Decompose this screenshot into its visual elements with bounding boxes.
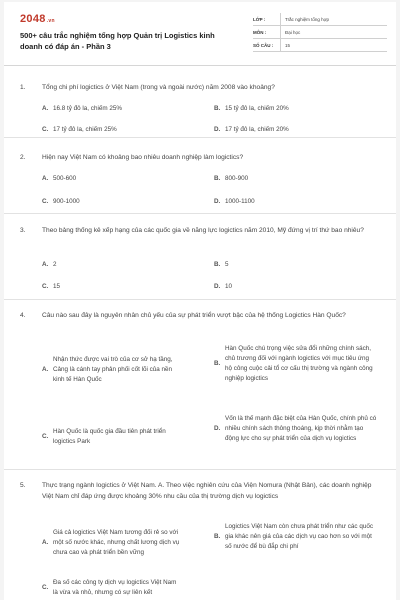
question-body: Thực trạng ngành logictics ở Việt Nam. A. Theo việc nghiên cứu của Viện Nomura (Nhật Bản), các doanh nghiệp Việt Nam chỉ đáp ứng được khoảng 30% nhu cầu của thị trường dịch vụ logictics: [42, 482, 372, 500]
option-c[interactable]: [42, 197, 181, 207]
question-3: [4, 214, 396, 300]
option-text: 900-1000: [53, 198, 80, 205]
option-text: 17 tỷ đô la, chiếm 20%: [225, 126, 289, 133]
option-text: 15 tỷ đô la, chiếm 20%: [225, 105, 289, 112]
option-letter: C.: [42, 126, 49, 133]
site-logo[interactable]: [20, 13, 55, 25]
option-text: 17 tỷ đô la, chiếm 25%: [53, 126, 117, 133]
question-number: 5.: [20, 482, 26, 489]
document-title: 500+ câu trắc nghiệm tổng hợp Quản trị Logistics kinh doanh có đáp án - Phần 3: [20, 31, 215, 51]
option-letter: B.: [214, 360, 221, 367]
question-body: Tổng chi phí logictics ở Việt Nam (trong và ngoài nước) năm 2008 vào khoảng?: [42, 84, 275, 91]
option-a[interactable]: [42, 528, 181, 558]
option-a[interactable]: [42, 104, 181, 114]
option-letter: B.: [214, 261, 221, 268]
option-letter: B.: [214, 175, 221, 182]
meta-row-subject: [253, 26, 387, 39]
option-letter: A.: [42, 261, 49, 268]
option-text: 500-600: [53, 175, 77, 182]
option-text: 16.8 tỷ đô la, chiếm 25%: [53, 105, 122, 112]
question-5: [4, 470, 396, 600]
option-letter: A.: [42, 175, 49, 182]
logo-suffix: .vn: [46, 18, 55, 24]
meta-value: 15: [280, 39, 290, 51]
option-b[interactable]: [214, 174, 353, 184]
option-text: Đa số các công ty dịch vụ logictics Việt Nam là vừa và nhỏ, nhưng có sự liên kết: [53, 579, 177, 596]
option-a[interactable]: [42, 260, 181, 270]
option-letter: C.: [42, 433, 49, 440]
option-text: Giá cả logictics Việt Nam tương đối rẻ so với một số nước khác, nhưng chất lương dịch vụ chưa cao và phát triển bền vững: [53, 529, 180, 556]
option-letter: A.: [42, 539, 49, 546]
question-body: Hiện nay Việt Nam có khoảng bao nhiêu doanh nghiệp làm logictics?: [42, 154, 244, 161]
option-letter: A.: [42, 105, 49, 112]
question-4: [4, 300, 396, 470]
question-text: [20, 225, 382, 236]
option-c[interactable]: [42, 282, 181, 292]
option-letter: D.: [214, 198, 221, 205]
option-b[interactable]: [214, 522, 377, 552]
option-c[interactable]: [42, 578, 181, 598]
option-c[interactable]: [42, 125, 181, 135]
option-letter: B.: [214, 105, 221, 112]
option-text: 800-900: [225, 175, 249, 182]
option-a[interactable]: [42, 174, 181, 184]
meta-label: SỐ CÂU :: [253, 42, 274, 48]
option-text: Hàn Quốc là quốc gia đầu tiên phát triển logictics Park: [53, 428, 166, 445]
option-a[interactable]: [42, 355, 181, 385]
question-number: 2.: [20, 154, 26, 161]
option-d[interactable]: [214, 282, 353, 292]
question-number: 4.: [20, 312, 26, 319]
option-b[interactable]: [214, 104, 353, 114]
option-text: 2: [53, 261, 57, 268]
meta-row-count: [253, 39, 387, 52]
meta-value: Đại học: [280, 26, 300, 38]
option-text: Logictics Việt Nam còn chưa phát triển như các quốc gia khác nên giá của các dịch vụ cao hơn so với một số nước để bù đắp chi phí: [225, 523, 373, 550]
option-text: Vốn là thế mạnh đặc biệt của Hàn Quốc, chính phủ có nhiều chính sách thông thoáng, kịp thời nhằm tạo động lực cho sự phát triển của dịch vụ logictics: [225, 415, 377, 442]
meta-value: Trắc nghiệm tổng hợp: [280, 13, 329, 25]
option-text: 1000-1100: [225, 198, 255, 205]
option-letter: D.: [214, 425, 221, 432]
question-text: [20, 480, 382, 502]
option-text: 15: [53, 283, 61, 290]
option-d[interactable]: [214, 125, 353, 135]
option-text: Nhận thức được vai trò của cơ sở hạ tầng, Cảng là cánh tay phản phối cốt lõi của nền kinh tế Hàn Quốc: [53, 356, 173, 383]
question-text: [20, 310, 382, 321]
option-text: Hàn Quốc chú trọng việc sửa đổi những chính sách, chủ trương đối với ngành logictics với mục tiêu ứng hộ công cuộc cải tổ cơ cấu thị trường và ngành công nghiệp logictics: [225, 345, 373, 382]
meta-label: MÔN :: [253, 29, 267, 35]
question-body: Theo bảng thống kê xếp hạng của các quốc gia về năng lực logictics năm 2010, Mỹ đứng vị trí thứ bao nhiêu?: [42, 227, 364, 234]
option-letter: A.: [42, 366, 49, 373]
option-d[interactable]: [214, 414, 377, 444]
question-2: [4, 138, 396, 214]
question-text: [20, 82, 382, 93]
logo-text: 2048: [20, 13, 46, 25]
meta-label: LỚP :: [253, 16, 266, 22]
option-c[interactable]: [42, 427, 181, 447]
meta-row-class: [253, 13, 387, 26]
meta-table: [253, 13, 387, 52]
option-d[interactable]: [214, 197, 353, 207]
option-letter: C.: [42, 283, 49, 290]
option-letter: D.: [214, 126, 221, 133]
question-body: Câu nào sau đây là nguyên nhân chủ yếu của sự phát triển vượt bậc của hệ thống Logictics Hàn Quốc?: [42, 312, 346, 319]
option-letter: C.: [42, 198, 49, 205]
question-1: [4, 66, 396, 138]
document-page: [4, 2, 396, 600]
option-letter: D.: [214, 283, 221, 290]
option-letter: B.: [214, 533, 221, 540]
option-text: 5: [225, 261, 229, 268]
question-number: 3.: [20, 227, 26, 234]
option-text: 10: [225, 283, 233, 290]
option-letter: C.: [42, 584, 49, 591]
document-header: [4, 2, 396, 66]
option-b[interactable]: [214, 344, 377, 384]
question-number: 1.: [20, 84, 26, 91]
question-text: [20, 152, 382, 163]
option-b[interactable]: [214, 260, 353, 270]
